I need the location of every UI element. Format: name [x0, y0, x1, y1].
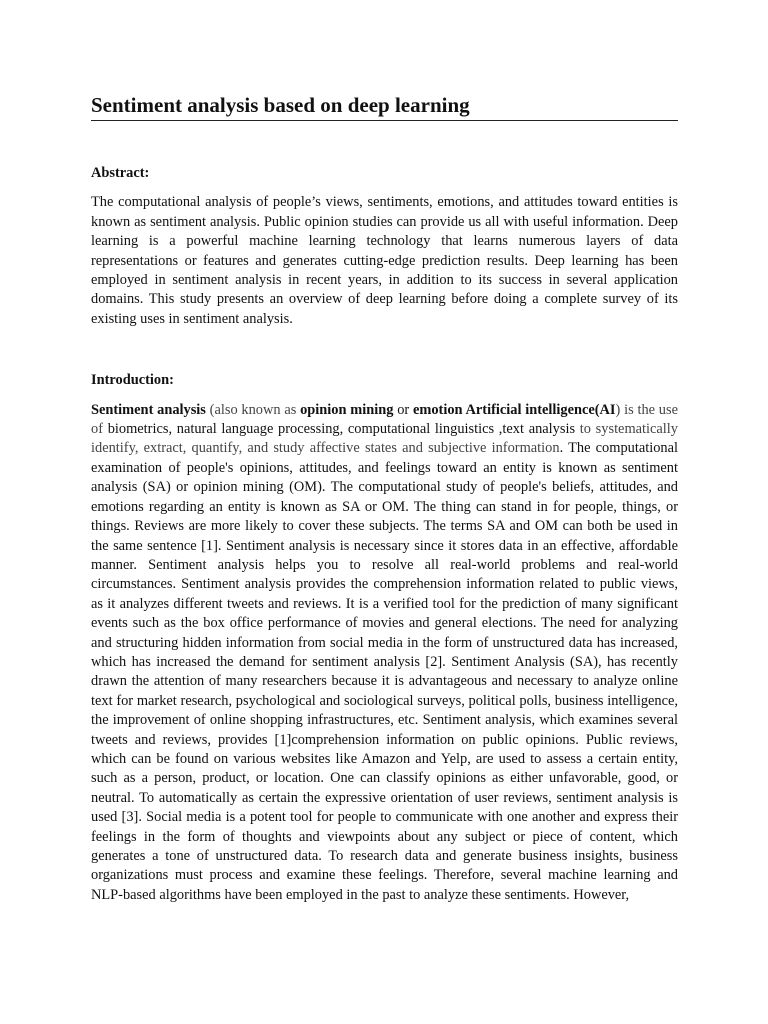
term-sentiment-analysis: Sentiment analysis	[91, 401, 206, 418]
fields-list: biometrics, natural language processing, computational linguistics ,text analysis	[107, 421, 576, 438]
abstract-heading: Abstract:	[91, 165, 150, 181]
document-page	[91, 90, 678, 905]
systematically-text: to systematically identify, extract, quantify, and study affective states and subjective information	[91, 421, 678, 457]
also-known-as-text: (also known as	[205, 401, 301, 418]
document-title: Sentiment analysis based on deep learning	[91, 90, 678, 121]
introduction-heading: Introduction:	[91, 372, 174, 389]
introduction-body	[91, 401, 678, 906]
introduction-main-text: The computational examination of people's opinions, attitudes, and feelings toward an entity is known as sentiment analysis (SA) or opinion mining (OM). The computational study of people's beliefs, attitudes, and emotions regarding an entity is known as SA or OM. The thing can stand in for people, things, or things. Reviews are more likely to cover these subjects. The terms SA and OM can both be used in the same sentence [1]. Sentiment analysis is necessary since it stores data in an effective, affordable manner. Sentiment analysis helps you to resolve all real-world problems and real-world circumstances. Sentiment analysis provides the comprehension information related to public views, as it analyzes different tweets and reviews. It is a verified tool for the prediction of many significant events such as the box office performance of movies and general elections. The need for analyzing and structuring hidden information from social media in the form of unstructured data has increased, which has increased the demand for sentiment analysis [2]. Sentiment Analysis (SA), has recently drawn the attention of many researchers because it is advantageous and necessary to analyze online text for market research, psychological and sociological surveys, political polls, business intelligence, the improvement of online shopping infrastructures, etc. Sentiment analysis, which examines several tweets and reviews, provides [1]comprehension information on public opinions. Public reviews, which can be found on various websites like Amazon and Yelp, are used to assess a certain entity, such as a person, product, or location. One can classify opinions as either unfavorable, good, or neutral. To automatically as certain the expressive orientation of user reviews, sentiment analysis is used [3]. Social media is a potent tool for people to communicate with one another and express their feelings in the form of thoughts and viewpoints about any subject or piece of content, which generates a tone of unstructured data. To research data and generate business insights, business organizations must process and examine these feelings. Therefore, several machine learning and NLP-based algorithms have been employed in the past to analyze these sentiments. However,	[91, 440, 678, 903]
term-emotion-ai: emotion Artificial intelligence(AI	[412, 401, 616, 418]
or-text: or	[393, 401, 413, 418]
period-text: .	[559, 440, 564, 457]
term-opinion-mining: opinion mining	[300, 401, 394, 418]
is-the-use-of-text: ) is the use of	[91, 401, 678, 438]
abstract-body: The computational analysis of people’s views, sentiments, emotions, and attitudes toward entities is known as sentiment analysis. Public opinion studies can provide us all with useful information. Deep learning is a powerful machine learning technology that learns numerous layers of data representations or features and generates cutting-edge prediction results. Deep learning has been employed in sentiment analysis in recent years, in addition to its success in several application domains. This study presents an overview of deep learning before doing a complete survey of its existing uses in sentiment analysis.	[91, 194, 678, 327]
